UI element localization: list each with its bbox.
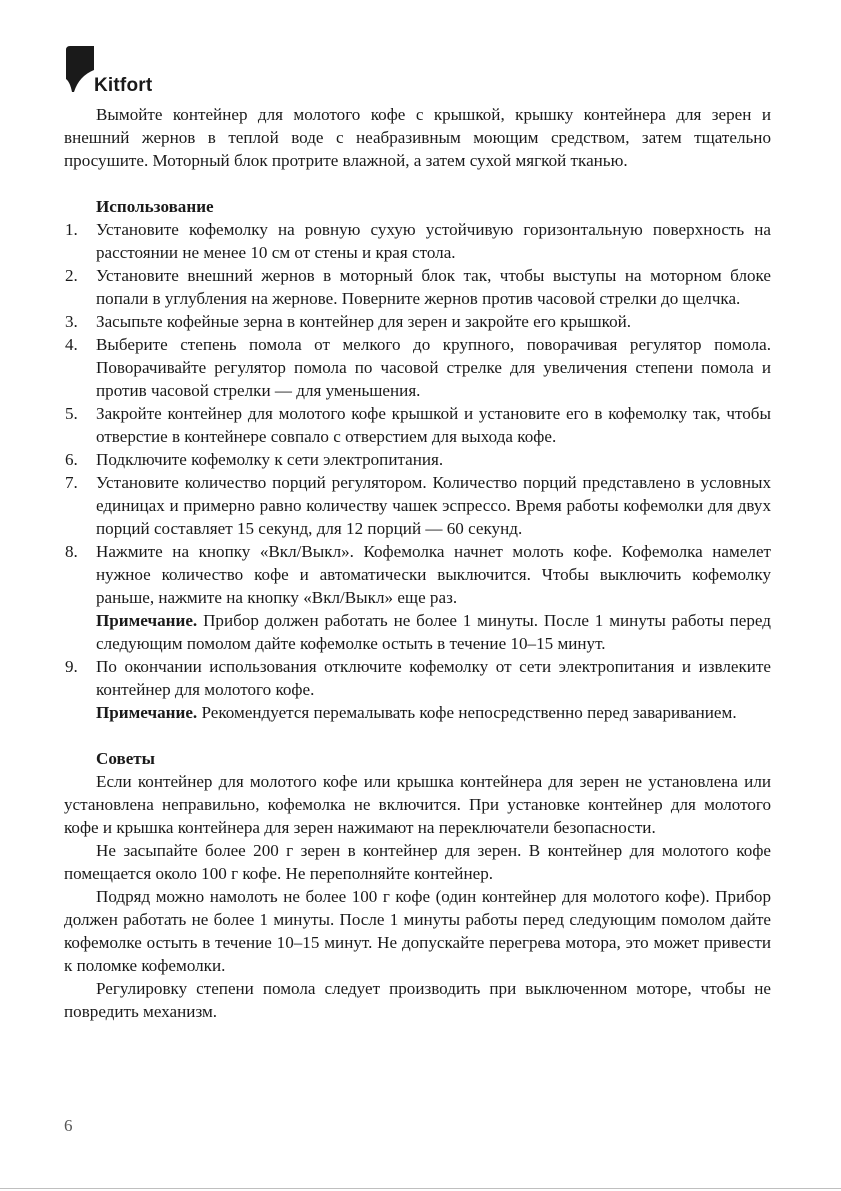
usage-step — [64, 264, 771, 310]
note-text: Прибор должен работать не более 1 минуты. После 1 минуты работы перед следующим помолом дайте кофемолке остыть в течение 10–15 минут. — [96, 611, 771, 653]
brand-name: Kitfort — [94, 75, 153, 96]
step-note — [96, 609, 771, 655]
usage-step — [64, 310, 771, 333]
tips-paragraph: Регулировку степени помола следует производить при выключенном моторе, чтобы не повредить механизм. — [64, 979, 771, 1021]
tips-paragraph: Подряд можно намолоть не более 100 г кофе (один контейнер для молотого кофе). Прибор должен работать не более 1 минуты. После 1 минуты работы перед следующим помолом дайте кофемолке остыть в течение 10–15 минут. Не допускайте перегрева мотора, это может привести к поломке кофемолки. — [64, 887, 771, 975]
usage-step — [64, 218, 771, 264]
usage-step — [64, 471, 771, 540]
step-text: Установите количество порций регулятором. Количество порций представлено в условных единицах и примерно равно количеству чашек эспрессо. Время работы кофемолки для двух порций составляет 15 секунд, для 12 порций — 60 секунд. — [96, 473, 771, 538]
note-label: Примечание. — [96, 611, 198, 630]
usage-step — [64, 333, 771, 402]
step-number: 2. — [65, 266, 78, 285]
usage-step — [64, 448, 771, 471]
usage-step — [64, 540, 771, 655]
step-number: 9. — [65, 657, 78, 676]
usage-step — [64, 402, 771, 448]
intro-paragraph: Вымойте контейнер для молотого кофе с крышкой, крышку контейнера для зерен и внешний жернов в теплой воде с неабразивным моющим средством, затем тщательно просушите. Моторный блок протрите влажной, а затем сухой мягкой тканью. — [64, 105, 771, 170]
step-text: Нажмите на кнопку «Вкл/Выкл». Кофемолка начнет молоть кофе. Кофемолка намелет нужное количество кофе и автоматически выключится. Чтобы выключить кофемолку раньше, нажмите на кнопку «Вкл/Выкл» еще раз. — [96, 542, 771, 607]
tips-heading: Советы — [96, 749, 156, 768]
step-number: 7. — [65, 473, 78, 492]
page-content — [64, 103, 771, 1023]
step-note — [96, 701, 771, 724]
step-text: По окончании использования отключите кофемолку от сети электропитания и извлеките контейнер для молотого кофе. — [96, 657, 771, 699]
step-number: 5. — [65, 404, 78, 423]
brand-logo — [66, 46, 216, 106]
step-number: 4. — [65, 335, 78, 354]
step-number: 3. — [65, 312, 78, 331]
bottom-divider — [0, 1188, 841, 1189]
usage-step — [64, 655, 771, 724]
step-text: Подключите кофемолку к сети электропитания. — [96, 450, 444, 469]
usage-heading: Использование — [96, 197, 214, 216]
step-text: Закройте контейнер для молотого кофе крышкой и установите его в кофемолку так, чтобы отверстие в контейнере совпало с отверстием для выхода кофе. — [96, 404, 771, 446]
tips-paragraph: Если контейнер для молотого кофе или крышка контейнера для зерен не установлена или установлена неправильно, кофемолка не включится. При установке контейнер для молотого кофе и крышка контейнера для зерен нажимают на переключатели безопасности. — [64, 772, 771, 837]
step-number: 6. — [65, 450, 78, 469]
step-number: 8. — [65, 542, 78, 561]
step-text: Установите кофемолку на ровную сухую устойчивую горизонтальную поверхность на расстоянии не менее 10 см от стены и края стола. — [96, 220, 771, 262]
tips-paragraph: Не засыпайте более 200 г зерен в контейнер для зерен. В контейнер для молотого кофе помещается около 100 г кофе. Не переполняйте контейнер. — [64, 841, 771, 883]
step-text: Выберите степень помола от мелкого до крупного, поворачивая регулятор помола. Поворачивайте регулятор помола по часовой стрелке для увеличения степени помола и против часовой стрелки — для уменьшения. — [96, 335, 771, 400]
note-text: Рекомендуется перемалывать кофе непосредственно перед завариванием. — [197, 703, 737, 722]
step-text: Засыпьте кофейные зерна в контейнер для зерен и закройте его крышкой. — [96, 312, 632, 331]
step-text: Установите внешний жернов в моторный блок так, чтобы выступы на моторном блоке попали в углубления на жернове. Поверните жернов против часовой стрелки до щелчка. — [96, 266, 771, 308]
page-number: 6 — [64, 1116, 73, 1135]
note-label: Примечание. — [96, 703, 198, 722]
usage-steps-list — [64, 218, 771, 724]
step-number: 1. — [65, 220, 78, 239]
kitfort-logo-icon — [66, 46, 94, 92]
